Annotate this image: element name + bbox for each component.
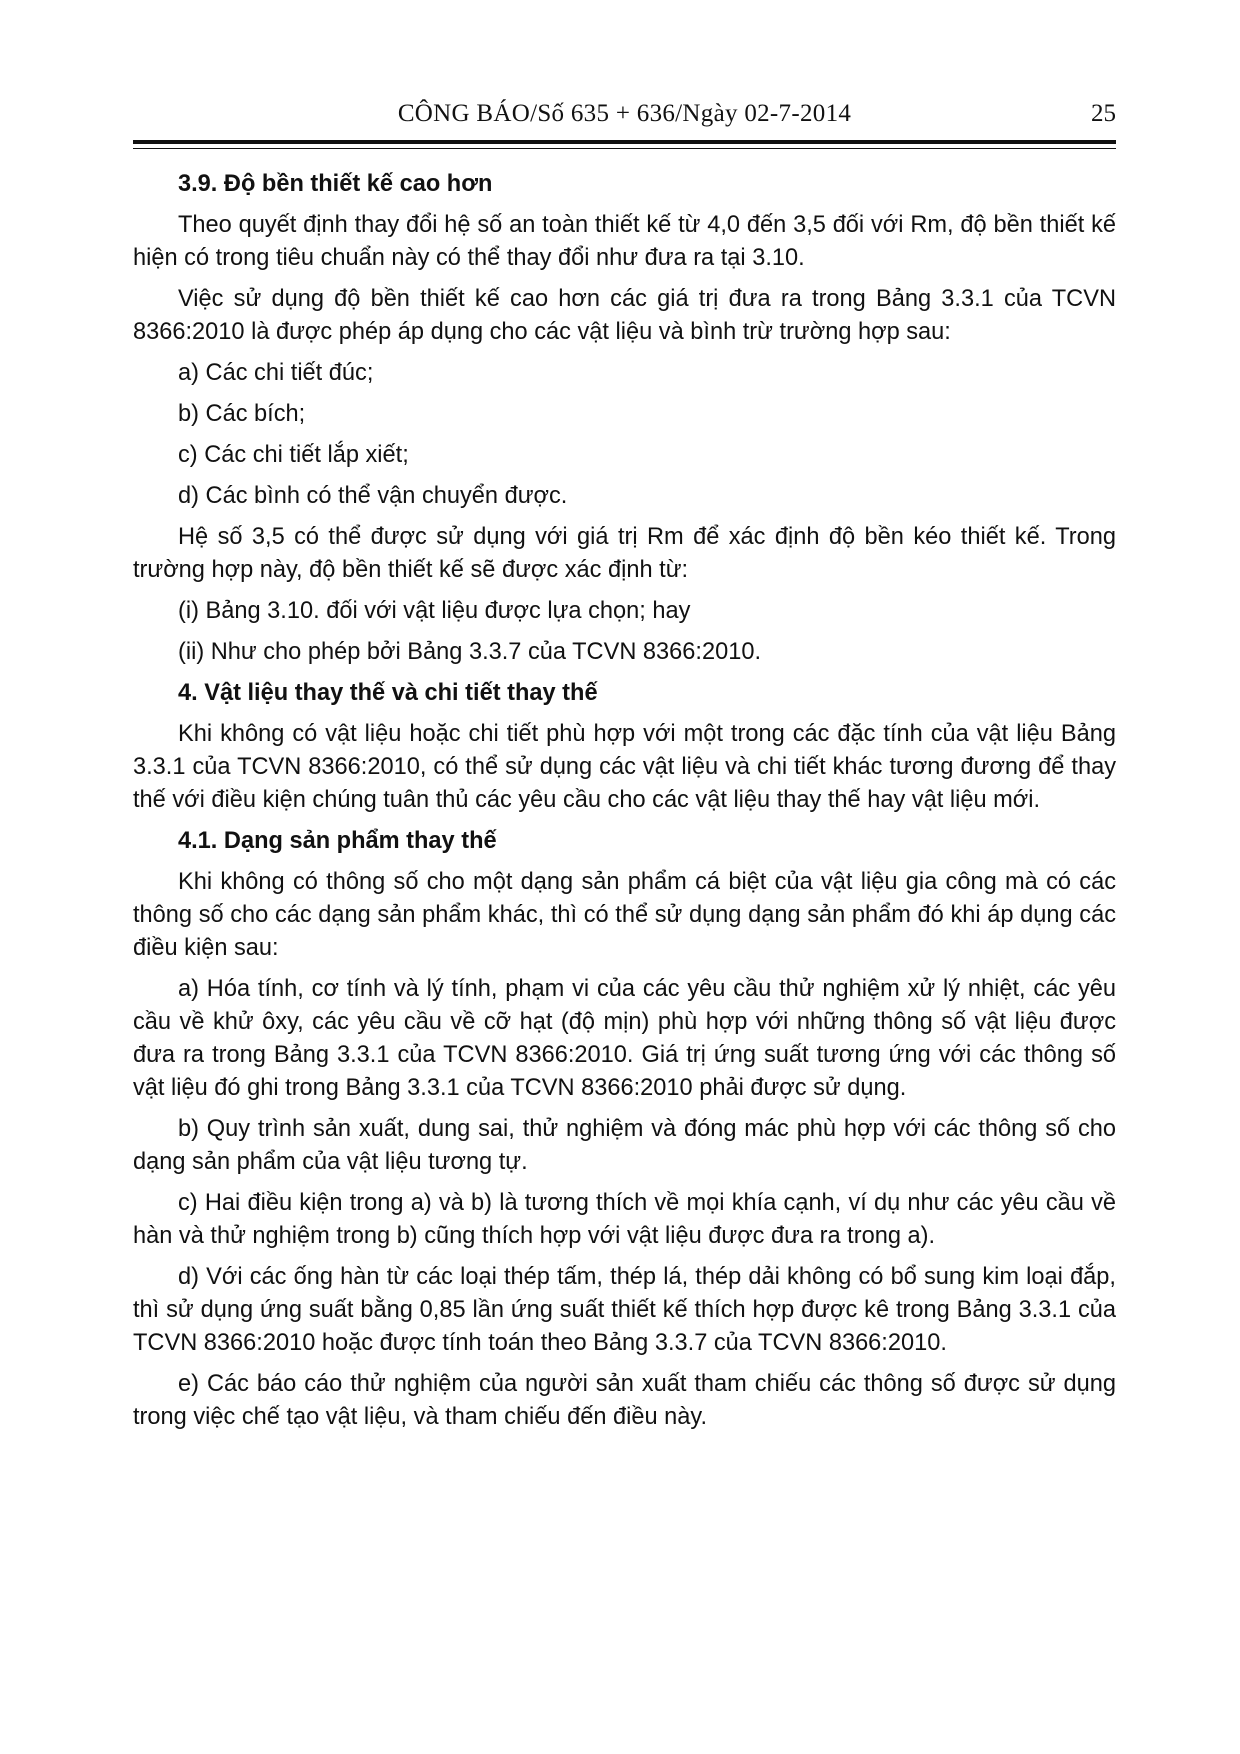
page-number: 25 <box>1091 100 1116 127</box>
paragraph: Khi không có thông số cho một dạng sản phẩm cá biệt của vật liệu gia công mà có các thông số cho các dạng sản phẩm khác, thì có thể sử dụng dạng sản phẩm đó khi áp dụng các điều kiện sau: <box>133 869 1116 961</box>
section-heading-4-1: 4.1. Dạng sản phẩm thay thế <box>178 828 497 854</box>
paragraph: Hệ số 3,5 có thể được sử dụng với giá trị Rm để xác định độ bền kéo thiết kế. Trong trường hợp này, độ bền thiết kế sẽ được xác định từ: <box>133 524 1116 583</box>
section-heading-3-9: 3.9. Độ bền thiết kế cao hơn <box>178 171 493 197</box>
list-item: d) Các bình có thể vận chuyển được. <box>178 483 568 509</box>
list-item: c) Hai điều kiện trong a) và b) là tương thích về mọi khía cạnh, ví dụ như các yêu cầu về hàn và thử nghiệm trong b) cũng thích hợp với vật liệu được đưa ra trong a). <box>133 1190 1116 1249</box>
running-header-title: CÔNG BÁO/Số 635 + 636/Ngày 02-7-2014 <box>397 100 852 127</box>
section-heading-4: 4. Vật liệu thay thế và chi tiết thay thế <box>178 680 598 706</box>
list-item: b) Các bích; <box>178 401 306 427</box>
header-rule-thin <box>133 148 1116 149</box>
list-item: a) Các chi tiết đúc; <box>178 360 374 386</box>
paragraph: Việc sử dụng độ bền thiết kế cao hơn các giá trị đưa ra trong Bảng 3.3.1 của TCVN 8366:2010 là được phép áp dụng cho các vật liệu và bình trừ trường hợp sau: <box>133 286 1116 345</box>
header-rule-thick <box>133 140 1116 144</box>
document-body <box>133 168 1116 1442</box>
list-item: (i) Bảng 3.10. đối với vật liệu được lựa chọn; hay <box>178 598 691 624</box>
list-item: (ii) Như cho phép bởi Bảng 3.3.7 của TCVN 8366:2010. <box>178 639 762 665</box>
list-item: b) Quy trình sản xuất, dung sai, thử nghiệm và đóng mác phù hợp với các thông số cho dạng sản phẩm của vật liệu tương tự. <box>133 1116 1116 1175</box>
list-item: e) Các báo cáo thử nghiệm của người sản xuất tham chiếu các thông số được sử dụng trong việc chế tạo vật liệu, và tham chiếu đến điều này. <box>133 1371 1116 1430</box>
paragraph: Theo quyết định thay đổi hệ số an toàn thiết kế từ 4,0 đến 3,5 đối với Rm, độ bền thiết kế hiện có trong tiêu chuẩn này có thể thay đổi như đưa ra tại 3.10. <box>133 212 1116 271</box>
list-item: a) Hóa tính, cơ tính và lý tính, phạm vi của các yêu cầu thử nghiệm xử lý nhiệt, các yêu cầu về khử ôxy, các yêu cầu về cỡ hạt (độ mịn) phù hợp với những thông số vật liệu được đưa ra trong Bảng 3.3.1 của TCVN 8366:2010. Giá trị ứng suất tương ứng với các thông số vật liệu đó ghi trong Bảng 3.3.1 của TCVN 8366:2010 phải được sử dụng. <box>133 976 1116 1101</box>
paragraph: Khi không có vật liệu hoặc chi tiết phù hợp với một trong các đặc tính của vật liệu Bảng 3.3.1 của TCVN 8366:2010, có thể sử dụng các vật liệu và chi tiết khác tương đương để thay thế với điều kiện chúng tuân thủ các yêu cầu cho các vật liệu thay thế hay vật liệu mới. <box>133 721 1116 813</box>
list-item: d) Với các ống hàn từ các loại thép tấm, thép lá, thép dải không có bổ sung kim loại đắp, thì sử dụng ứng suất bằng 0,85 lần ứng suất thiết kế thích hợp được kê trong Bảng 3.3.1 của TCVN 8366:2010 hoặc được tính toán theo Bảng 3.3.7 của TCVN 8366:2010. <box>133 1264 1116 1356</box>
list-item: c) Các chi tiết lắp xiết; <box>178 442 409 468</box>
